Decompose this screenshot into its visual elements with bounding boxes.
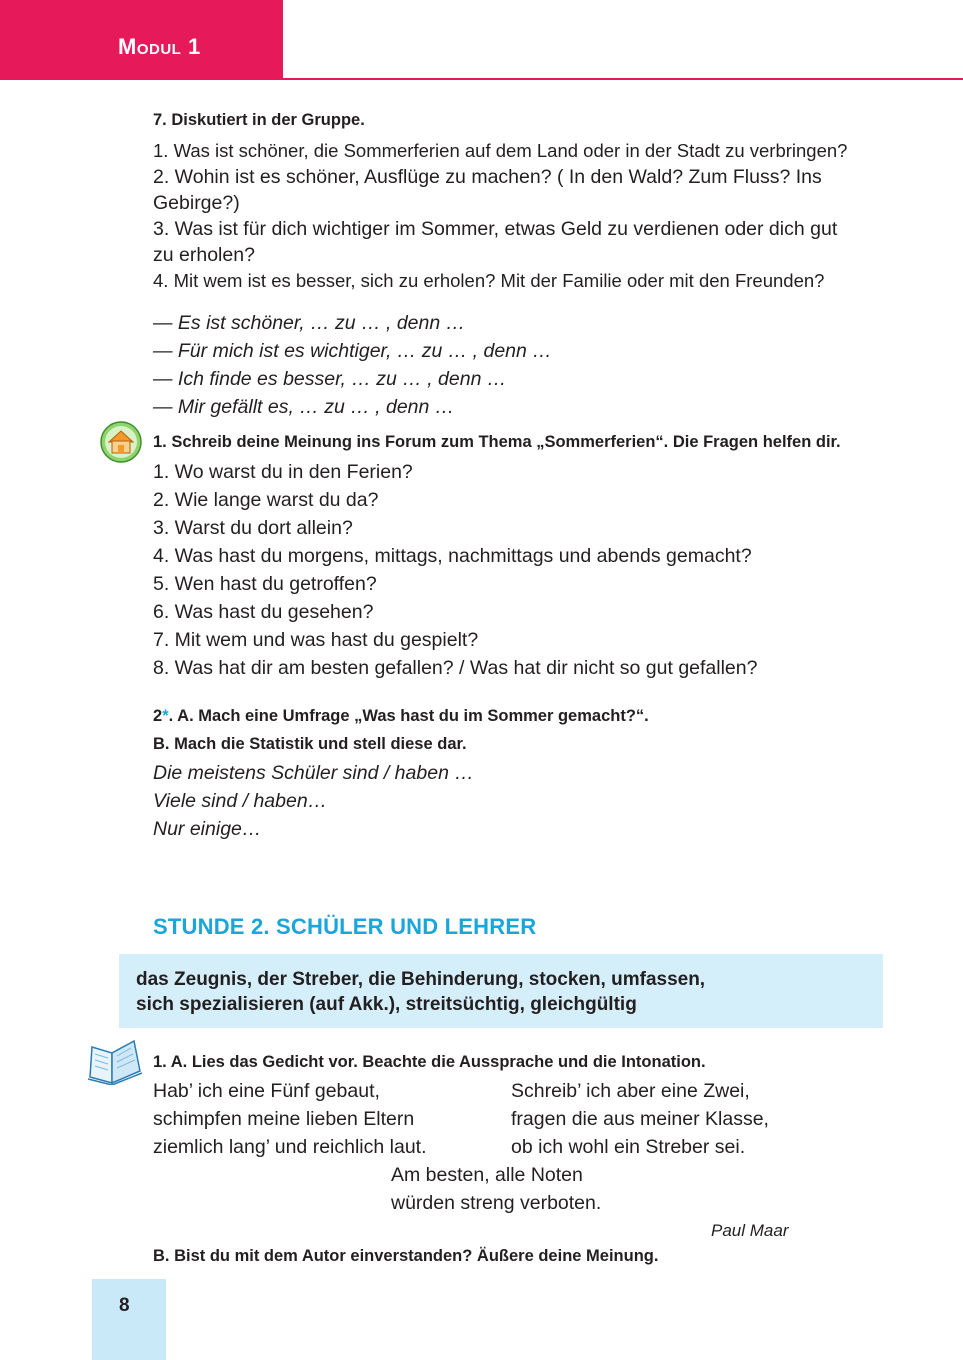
task7-question: 3. Was ist für dich wichtiger im Sommer, etwas Geld zu verdienen oder dich gut — [153, 218, 838, 240]
homework1-question: 7. Mit wem und was hast du gespielt? — [153, 629, 479, 651]
homework1-question: 1. Wo warst du in den Ferien? — [153, 461, 413, 483]
homework2-heading-b: B. Mach die Statistik und stell diese dar. — [153, 735, 467, 753]
homework2-heading-a — [153, 707, 649, 726]
house-icon — [100, 421, 142, 463]
homework1-question: 4. Was hast du morgens, mittags, nachmittags und abends gemacht? — [153, 545, 752, 567]
poem-author: Paul Maar — [711, 1221, 789, 1240]
poem-line: ziemlich lang’ und reichlich laut. — [153, 1136, 427, 1158]
vocabulary-text — [136, 967, 705, 1017]
module-word: Modul — [118, 34, 182, 59]
homework2-number: 2 — [153, 707, 163, 725]
header-rule — [283, 78, 963, 80]
poem-line: fragen die aus meiner Klasse, — [511, 1108, 769, 1130]
homework2-phrases — [153, 759, 474, 843]
page-number-box — [92, 1279, 166, 1360]
poem-line: Hab’ ich eine Fünf gebaut, — [153, 1080, 380, 1102]
homework2-heading-a-text: . A. Mach eine Umfrage „Was hast du im Sommer gemacht?“. — [168, 707, 649, 725]
module-number: 1 — [187, 34, 201, 59]
task7-question: 1. Was ist schöner, die Sommerferien auf dem Land oder in der Stadt zu verbringen? — [153, 140, 848, 161]
open-book-icon — [86, 1037, 144, 1085]
phrase-line: — Es ist schöner, … zu … , denn … — [153, 312, 466, 334]
task7-heading: 7. Diskutiert in der Gruppe. — [153, 111, 365, 129]
module-label — [118, 34, 201, 60]
poem-line: schimpfen meine lieben Eltern — [153, 1108, 415, 1130]
homework1-question: 6. Was hast du gesehen? — [153, 601, 374, 623]
task7-questions — [153, 138, 888, 294]
poem-question-b: B. Bist du mit dem Autor einverstanden? Äußere deine Meinung. — [153, 1247, 659, 1265]
poem-line: Schreib’ ich aber eine Zwei, — [511, 1080, 750, 1102]
phrase-line: Nur einige… — [153, 818, 262, 840]
homework1-heading: 1. Schreib deine Meinung ins Forum zum Thema „Sommerferien“. Die Fragen helfen dir. — [153, 433, 841, 451]
phrase-line: — Mir gefällt es, … zu … , denn … — [153, 396, 455, 418]
task7-phrases — [153, 309, 552, 421]
vocabulary-line: sich spezialisieren (auf Akk.), streitsüchtig, gleichgültig — [136, 994, 637, 1015]
poem-center-stanza — [391, 1161, 601, 1217]
poem-task-heading: 1. A. Lies das Gedicht vor. Beachte die Aussprache und die Intonation. — [153, 1053, 706, 1071]
homework1-question: 8. Was hat dir am besten gefallen? / Was hat dir nicht so gut gefallen? — [153, 657, 758, 679]
poem-right-stanza — [511, 1077, 769, 1161]
poem-line: würden streng verboten. — [391, 1192, 602, 1214]
task7-question: zu erholen? — [153, 244, 255, 266]
task7-question: Gebirge?) — [153, 192, 240, 214]
vocabulary-line: das Zeugnis, der Streber, die Behinderung, stocken, umfassen, — [136, 969, 706, 990]
homework1-question: 5. Wen hast du getroffen? — [153, 573, 377, 595]
section-title: STUNDE 2. SCHÜLER UND LEHRER — [153, 914, 537, 939]
phrase-line: Viele sind / haben… — [153, 790, 328, 812]
poem-line: ob ich wohl ein Streber sei. — [511, 1136, 746, 1158]
homework1-question: 2. Wie lange warst du da? — [153, 489, 379, 511]
poem-line: Am besten, alle Noten — [391, 1164, 583, 1186]
phrase-line: — Ich finde es besser, … zu … , denn … — [153, 368, 507, 390]
phrase-line: — Für mich ist es wichtiger, … zu … , denn … — [153, 340, 552, 362]
homework1-question: 3. Warst du dort allein? — [153, 517, 353, 539]
star-marker: * — [162, 707, 169, 725]
homework1-questions — [153, 458, 757, 682]
page-number: 8 — [119, 1295, 130, 1316]
phrase-line: Die meistens Schüler sind / haben … — [153, 762, 474, 784]
poem-left-stanza — [153, 1077, 427, 1161]
task7-question: 4. Mit wem ist es besser, sich zu erholen? Mit der Familie oder mit den Freunden? — [153, 270, 825, 291]
task7-question: 2. Wohin ist es schöner, Ausflüge zu machen? ( In den Wald? Zum Fluss? Ins — [153, 166, 822, 188]
